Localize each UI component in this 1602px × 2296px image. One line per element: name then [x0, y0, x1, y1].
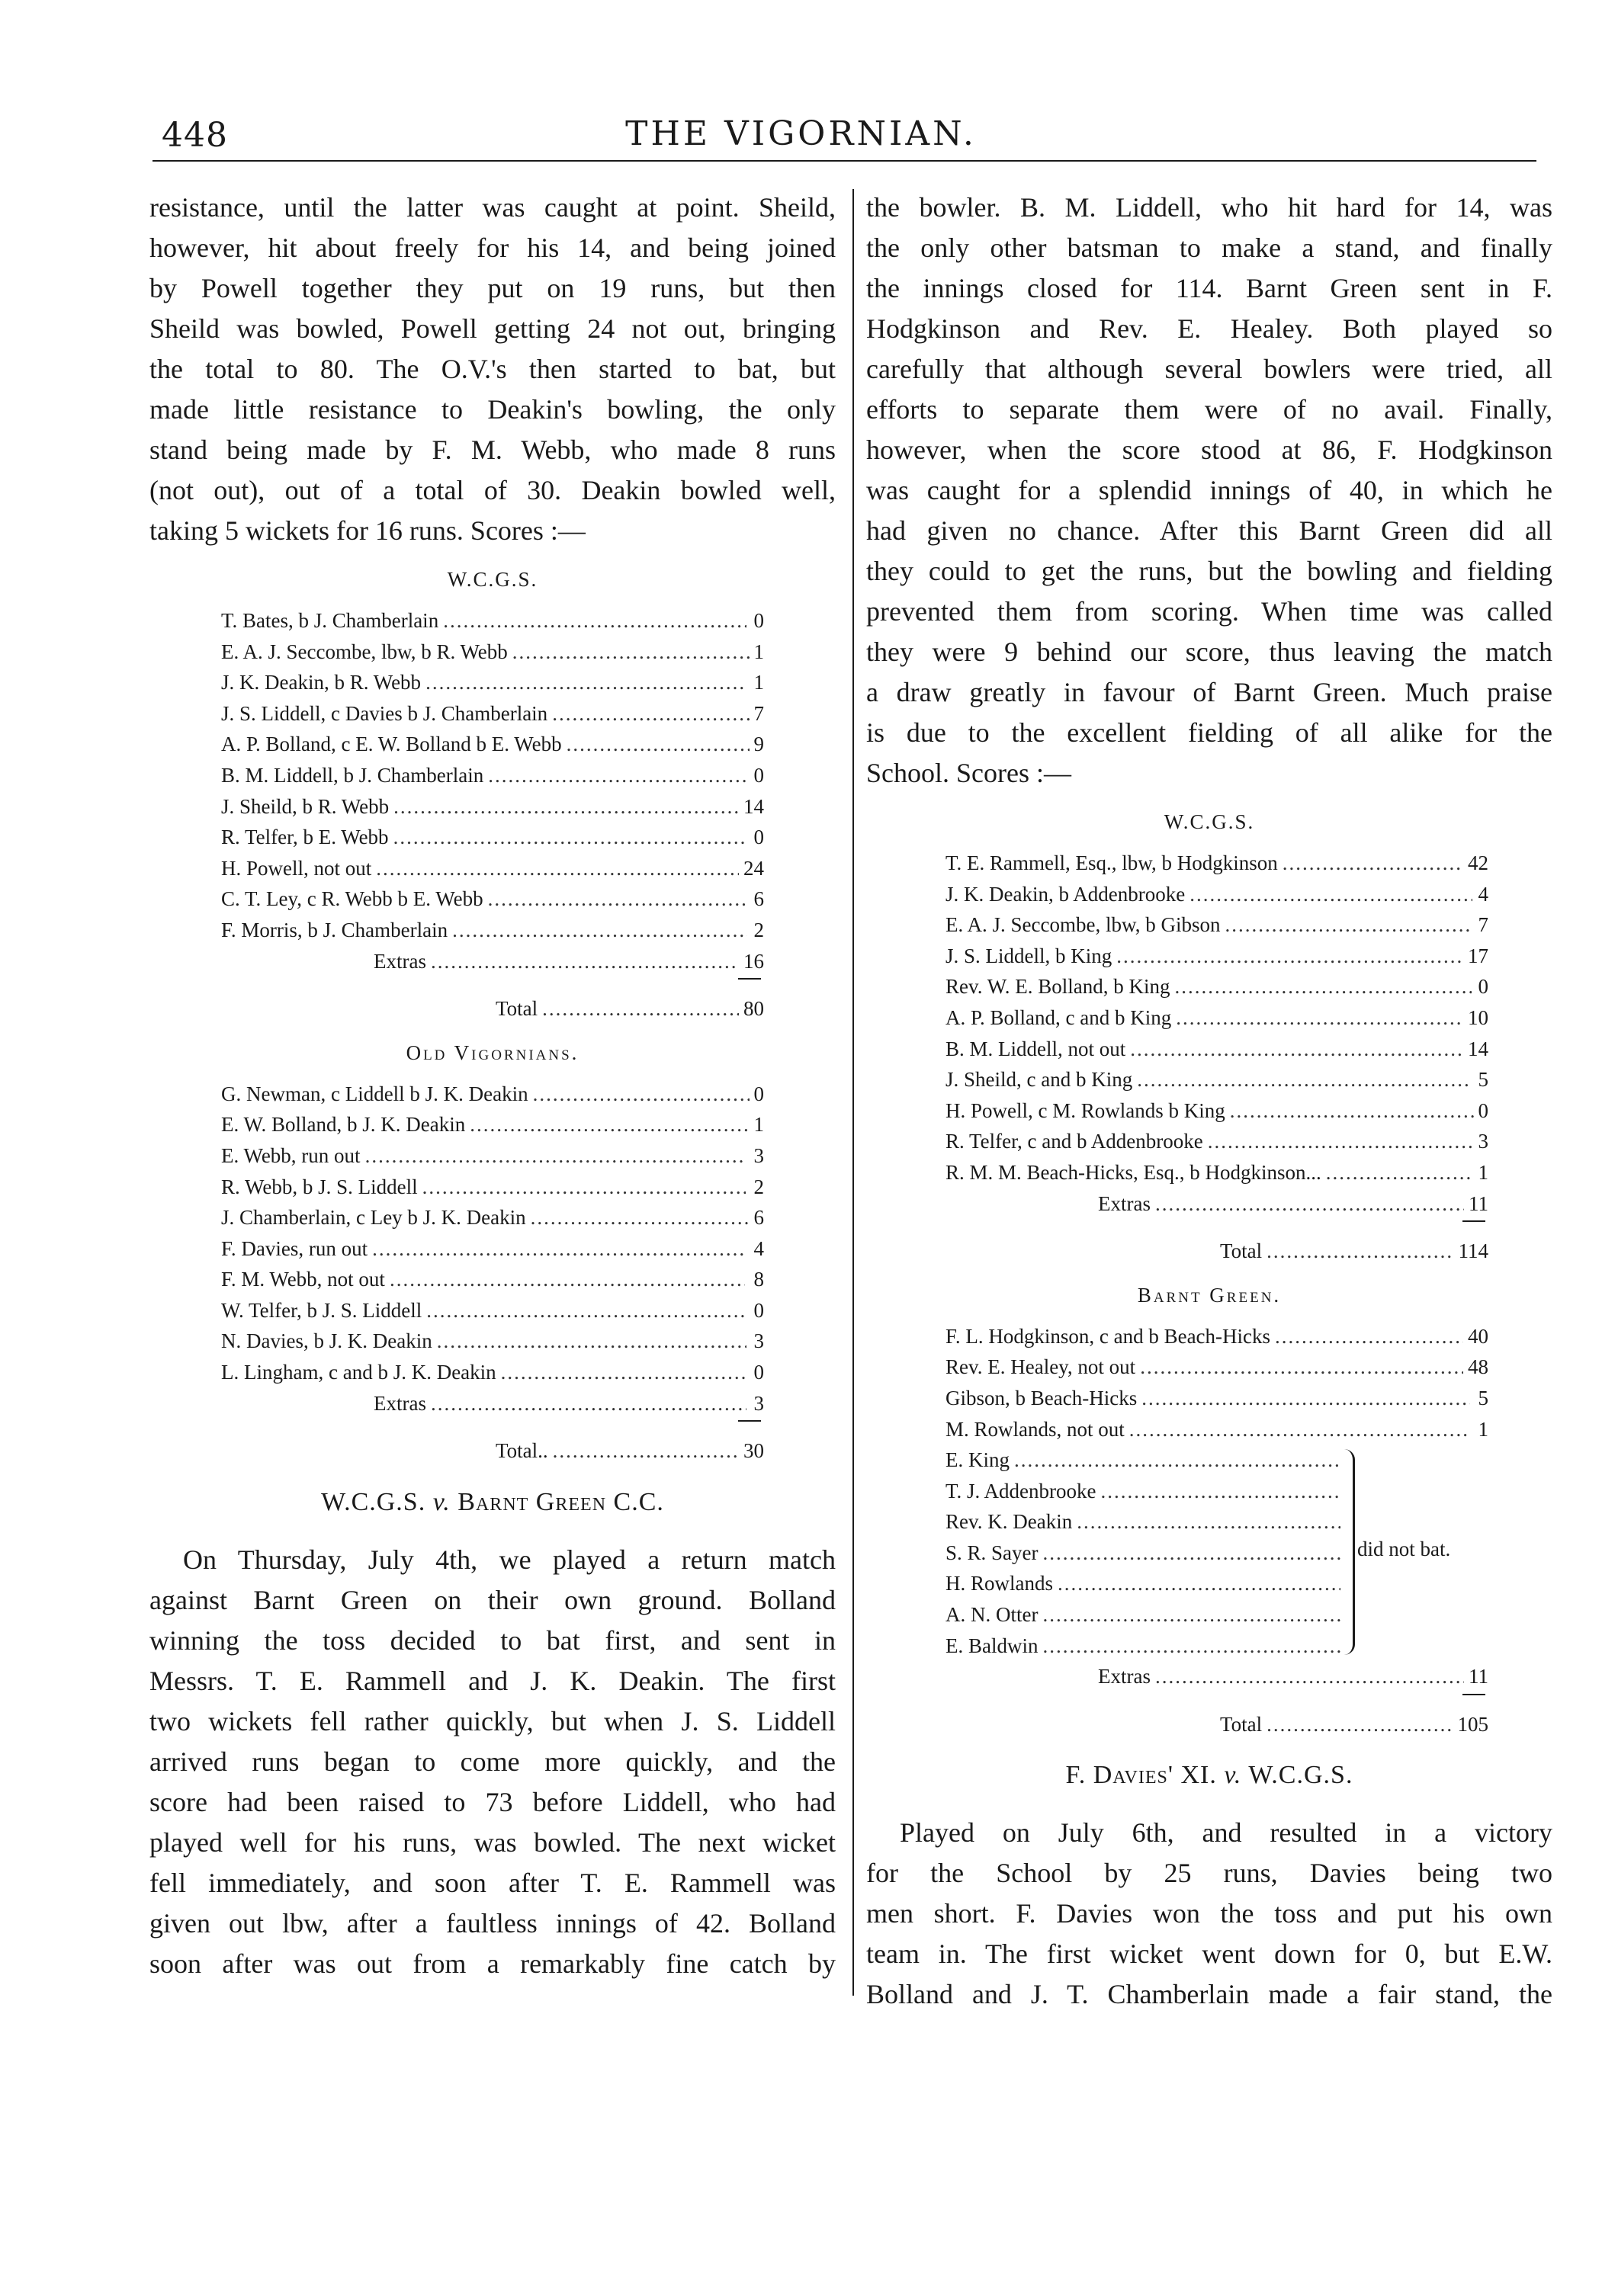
- leader-dots: [1208, 1126, 1473, 1157]
- batsman-dismissal: R. Telfer, b E. Webb: [221, 826, 389, 849]
- text-line: fell immediately, and soon after T. E. Rammell was: [149, 1867, 836, 1898]
- scorecard-row: [221, 698, 764, 730]
- runs-value: 1: [1478, 1417, 1488, 1441]
- runs-value: 0: [753, 609, 764, 632]
- batsman-dismissal: F. Morris, b J. Chamberlain: [221, 918, 448, 941]
- text-line: score had been raised to 73 before Liddell, who had: [149, 1786, 836, 1817]
- batsman-dismissal: H. Powell, c M. Rowlands b King: [945, 1098, 1225, 1122]
- scorecard-row: [945, 941, 1488, 972]
- batsman-dismissal: F. M. Webb, not out: [221, 1268, 385, 1291]
- scorecard-row: [945, 1126, 1488, 1157]
- text-line: however, hit about freely for his 14, and being joined: [149, 232, 836, 263]
- runs-value: 14: [1468, 1037, 1488, 1060]
- extras-runs: 11: [1469, 1665, 1488, 1688]
- match-heading-team: F. Davies' XI.: [1065, 1761, 1217, 1790]
- batsman-dismissal: H. Powell, not out: [221, 856, 372, 880]
- total-runs: 30: [743, 1439, 764, 1463]
- runs-value: 42: [1468, 851, 1488, 874]
- scorecard-row: [221, 1233, 764, 1265]
- text-line: the innings closed for 114. Barnt Green sent in F.: [866, 273, 1552, 303]
- batsman-dismissal: F. L. Hodgkinson, c and b Beach-Hicks: [945, 1324, 1271, 1348]
- batsman-dismissal: E. W. Bolland, b J. K. Deakin: [221, 1113, 466, 1137]
- batsman-dismissal: R. Telfer, c and b Addenbrooke: [945, 1130, 1203, 1153]
- batsman-dismissal: N. Davies, b J. K. Deakin: [221, 1329, 432, 1353]
- runs-value: 14: [743, 794, 764, 818]
- batsman-dismissal: T. Bates, b J. Chamberlain: [221, 609, 439, 632]
- leader-dots: [512, 637, 750, 668]
- runs-value: 4: [753, 1236, 764, 1260]
- running-head-title: THE VIGORNIAN.: [625, 114, 977, 153]
- leader-dots: [1267, 1236, 1453, 1267]
- batsman-name: E. King: [945, 1448, 1010, 1472]
- leader-dots: [1043, 1538, 1341, 1569]
- scorecard-row: [221, 791, 764, 823]
- column-divider: [852, 189, 854, 1996]
- leader-dots: [470, 1109, 748, 1140]
- batsman-dismissal: L. Lingham, c and b J. K. Deakin: [221, 1361, 496, 1384]
- runs-value: 0: [1478, 975, 1488, 999]
- leader-dots: [390, 1264, 745, 1295]
- runs-value: 6: [753, 1206, 764, 1230]
- batsman-dismissal: E. A. J. Seccombe, lbw, b R. Webb: [221, 640, 508, 663]
- scorecard-row: [221, 637, 764, 668]
- text-line: was caught for a splendid innings of 40, in which he: [866, 475, 1552, 505]
- text-line: a draw greatly in favour of Barnt Green. Much praise: [866, 677, 1552, 707]
- batsman-dismissal: W. Telfer, b J. S. Liddell: [221, 1298, 422, 1322]
- scorecard-row: [945, 848, 1488, 879]
- scorecard-row: [945, 1414, 1488, 1445]
- runs-value: 1: [753, 640, 764, 663]
- scorecard-row: [945, 1321, 1488, 1352]
- total-rule-line: [1462, 1694, 1485, 1695]
- batsman-name: A. N. Otter: [945, 1603, 1039, 1627]
- leader-dots: [1100, 1476, 1340, 1507]
- scorecard-row: [945, 1157, 1488, 1188]
- match-heading-opponent: W.C.G.S.: [1248, 1761, 1353, 1790]
- text-line: two wickets fell rather quickly, but when J. S. Liddell: [149, 1705, 836, 1736]
- match-heading-davies-xi: [866, 1761, 1552, 1790]
- scorecard-row: [945, 879, 1488, 910]
- batsman-dismissal: Gibson, b Beach-Hicks: [945, 1386, 1138, 1409]
- old-vigornians-scorecard-heading: Old Vigornians.: [406, 1041, 579, 1064]
- match-heading-opponent: Barnt Green C.C.: [457, 1487, 664, 1516]
- total-label: Total..: [496, 1439, 548, 1463]
- batsman-name: H. Rowlands: [945, 1572, 1053, 1595]
- runs-value: 9: [753, 733, 764, 756]
- leader-dots: [1283, 848, 1463, 879]
- scorecard-extras: [221, 1388, 764, 1419]
- leader-dots: [365, 1140, 744, 1172]
- total-label: Total: [496, 997, 538, 1021]
- old-vigornians-scorecard: [221, 1079, 764, 1467]
- scorecard-row: [221, 760, 764, 791]
- text-line: Played on July 6th, and resulted in a victory: [900, 1817, 1552, 1849]
- scorecard-row: [221, 1357, 764, 1388]
- text-line: made little resistance to Deakin's bowling, the only: [149, 394, 836, 425]
- leader-dots: [1116, 941, 1463, 972]
- scorecard-row: [945, 971, 1488, 1002]
- scorecard-row: [221, 1295, 764, 1326]
- leader-dots: [542, 993, 739, 1025]
- leader-dots: [1140, 1352, 1463, 1383]
- leader-dots: [393, 822, 745, 853]
- text-line: they could to get the runs, but the bowling and fielding: [866, 556, 1552, 586]
- text-line: against Barnt Green on their own ground. Bolland: [149, 1584, 836, 1615]
- extras-label: Extras: [374, 949, 426, 973]
- total-rule-line: [738, 1420, 761, 1422]
- extras-label: Extras: [1098, 1665, 1151, 1688]
- text-line: however, when the score stood at 86, F. Hodgkinson: [866, 435, 1552, 465]
- batsman-name: Rev. K. Deakin: [945, 1510, 1073, 1534]
- match-heading-versus: v.: [432, 1487, 451, 1516]
- scorecard-row: [945, 1506, 1340, 1538]
- batsman-dismissal: J. Sheild, b R. Webb: [221, 794, 390, 818]
- runs-value: 17: [1468, 944, 1488, 967]
- batsman-dismissal: J. Sheild, c and b King: [945, 1068, 1133, 1092]
- leader-dots: [1014, 1445, 1340, 1476]
- text-line: had given no chance. After this Barnt Green did all: [866, 515, 1552, 546]
- batsman-dismissal: J. K. Deakin, b Addenbrooke: [945, 882, 1186, 906]
- text-line: (not out), out of a total of 30. Deakin bowled well,: [149, 475, 836, 505]
- leader-dots: [431, 1388, 746, 1419]
- total-label: Total: [1220, 1239, 1263, 1263]
- text-line: winning the toss decided to bat first, and sent in: [149, 1624, 836, 1656]
- scorecard-row: [221, 1079, 764, 1110]
- runs-value: 4: [1478, 882, 1488, 906]
- scorecard-total: [221, 993, 764, 1025]
- text-line: is due to the excellent fielding of all alike for the: [866, 717, 1552, 748]
- leader-dots: [1176, 1002, 1463, 1034]
- leader-dots: [1155, 1661, 1464, 1692]
- batsman-dismissal: C. T. Ley, c R. Webb b E. Webb: [221, 887, 483, 911]
- scorecard-row: [945, 1383, 1488, 1414]
- batsman-dismissal: B. M. Liddell, b J. Chamberlain: [221, 763, 484, 787]
- runs-value: 24: [743, 856, 764, 880]
- leader-dots: [431, 946, 739, 977]
- scorecard-row: [221, 853, 764, 884]
- left-column: [149, 188, 836, 1984]
- leader-dots: [437, 1326, 746, 1357]
- match-heading-team: W.C.G.S.: [321, 1487, 426, 1516]
- text-line: played well for his runs, was bowled. The next wicket: [149, 1826, 836, 1858]
- right-column: [866, 188, 1552, 2015]
- match-heading-barnt-green: [149, 1488, 836, 1517]
- runs-value: 3: [1478, 1130, 1488, 1153]
- leader-dots: [372, 1233, 744, 1265]
- runs-value: 0: [753, 826, 764, 849]
- text-line: team in. The first wicket went down for 0, but E.W.: [866, 1938, 1552, 1970]
- leader-dots: [422, 1172, 746, 1203]
- leader-dots: [1155, 1188, 1464, 1220]
- total-runs: 105: [1457, 1712, 1488, 1736]
- leader-dots: [1137, 1064, 1470, 1095]
- batsman-dismissal: J. Chamberlain, c Ley b J. K. Deakin: [221, 1206, 526, 1230]
- batsman-dismissal: F. Davies, run out: [221, 1236, 368, 1260]
- scorecard-extras: [945, 1661, 1488, 1692]
- leader-dots: [426, 1295, 746, 1326]
- batsman-dismissal: G. Newman, c Liddell b J. K. Deakin: [221, 1082, 528, 1105]
- brace: [1342, 1449, 1355, 1655]
- text-line: School. Scores :—: [866, 758, 1071, 788]
- text-line: the only other batsman to make a stand, and finally: [866, 232, 1552, 263]
- batsman-dismissal: A. P. Bolland, c E. W. Bolland b E. Webb: [221, 733, 562, 756]
- text-line: carefully that although several bowlers were tried, all: [866, 354, 1552, 384]
- leader-dots: [567, 729, 750, 760]
- did-not-bat-label: did not bat.: [1357, 1538, 1451, 1561]
- barnt-green-scorecard: [945, 1321, 1488, 1740]
- scorecard-row: [945, 1476, 1340, 1507]
- runs-value: 7: [1478, 913, 1488, 937]
- text-line: given out lbw, after a faultless innings of 42. Bolland: [149, 1907, 836, 1938]
- scorecard-row: [221, 1109, 764, 1140]
- runs-value: 0: [753, 1082, 764, 1105]
- scorecard-row: [945, 1034, 1488, 1065]
- scorecard-row: [945, 1064, 1488, 1095]
- scorecard-row: [221, 915, 764, 946]
- wcgs-scorecard-heading: W.C.G.S.: [447, 568, 538, 591]
- scorecard-row: [945, 1445, 1340, 1476]
- batsman-dismissal: A. P. Bolland, c and b King: [945, 1005, 1172, 1029]
- leader-dots: [1225, 909, 1473, 941]
- runs-value: 8: [753, 1268, 764, 1291]
- text-line: Messrs. T. E. Rammell and J. K. Deakin. The first: [149, 1665, 836, 1696]
- batsman-dismissal: Rev. W. E. Bolland, b King: [945, 975, 1170, 999]
- runs-value: 0: [753, 1298, 764, 1322]
- batsman-dismissal: J. K. Deakin, b R. Webb: [221, 671, 422, 694]
- text-line: for the School by 25 runs, Davies being two: [866, 1858, 1552, 1889]
- runs-value: 0: [753, 763, 764, 787]
- extras-label: Extras: [1098, 1191, 1151, 1215]
- batsman-dismissal: R. Webb, b J. S. Liddell: [221, 1175, 418, 1198]
- text-line: Hodgkinson and Rev. E. Healey. Both played so: [866, 313, 1552, 344]
- batsman-name: S. R. Sayer: [945, 1541, 1039, 1564]
- text-line: On Thursday, July 4th, we played a return match: [183, 1544, 836, 1575]
- text-line: by Powell together they put on 19 runs, but then: [149, 273, 836, 303]
- leader-dots: [501, 1357, 750, 1388]
- match-report-continued: [149, 188, 836, 551]
- text-line: stand being made by F. M. Webb, who made 8 runs: [149, 435, 836, 465]
- runs-value: 2: [753, 918, 764, 941]
- leader-dots: [1043, 1631, 1341, 1662]
- text-line: the bowler. B. M. Liddell, who hit hard for 14, was: [866, 192, 1552, 223]
- leader-dots: [1141, 1383, 1470, 1414]
- scorecard-row: [221, 1202, 764, 1233]
- barnt-green-scorecard-heading: Barnt Green.: [1137, 1283, 1282, 1307]
- runs-value: 1: [753, 671, 764, 694]
- runs-value: 1: [753, 1113, 764, 1137]
- batsman-dismissal: M. Rowlands, not out: [945, 1417, 1125, 1441]
- text-line: men short. F. Davies won the toss and put his own: [866, 1898, 1552, 1929]
- leader-dots: [1077, 1506, 1340, 1538]
- batsman-dismissal: R. M. M. Beach-Hicks, Esq., b Hodgkinson...: [945, 1160, 1321, 1184]
- batsman-dismissal: J. S. Liddell, c Davies b J. Chamberlain: [221, 701, 548, 725]
- batsman-name: T. J. Addenbrooke: [945, 1479, 1096, 1502]
- runs-value: 7: [753, 701, 764, 725]
- leader-dots: [553, 1435, 739, 1467]
- text-line: the total to 80. The O.V.'s then started to bat, but: [149, 354, 836, 384]
- batsman-dismissal: T. E. Rammell, Esq., lbw, b Hodgkinson: [945, 851, 1278, 874]
- wcgs-scorecard: [221, 605, 764, 1025]
- runs-value: 5: [1478, 1068, 1488, 1092]
- scorecard-extras: [945, 1188, 1488, 1220]
- runs-value: 0: [753, 1361, 764, 1384]
- leader-dots: [488, 760, 749, 791]
- text-line: efforts to separate them were of no avail. Finally,: [866, 394, 1552, 425]
- text-line: arrived runs began to come more quickly, and the: [149, 1746, 836, 1777]
- leader-dots: [1130, 1034, 1463, 1065]
- leader-dots: [1275, 1321, 1463, 1352]
- extras-label: Extras: [374, 1391, 426, 1415]
- scorecard-row: [221, 1326, 764, 1357]
- leader-dots: [376, 853, 739, 884]
- extras-runs: 3: [753, 1391, 764, 1415]
- match-report-barnt-green: [149, 1540, 836, 1984]
- leader-dots: [1129, 1414, 1470, 1445]
- text-line: Sheild was bowled, Powell getting 24 not out, bringing: [149, 313, 836, 344]
- leader-dots: [393, 791, 739, 823]
- scorecard-extras: [221, 946, 764, 977]
- total-rule-line: [738, 978, 761, 980]
- scorecard-total: [945, 1709, 1488, 1740]
- leader-dots: [1326, 1157, 1474, 1188]
- leader-dots: [1175, 971, 1472, 1002]
- total-rule-line: [1462, 1220, 1485, 1222]
- runs-value: 10: [1468, 1005, 1488, 1029]
- total-label: Total: [1220, 1712, 1263, 1736]
- wcgs-scorecard-heading: W.C.G.S.: [1164, 810, 1255, 833]
- runs-value: 6: [753, 887, 764, 911]
- batsman-dismissal: J. S. Liddell, b King: [945, 944, 1112, 967]
- scorecard-row: [945, 1002, 1488, 1034]
- leader-dots: [452, 915, 747, 946]
- page-number: 448: [162, 116, 228, 155]
- scorecard-row: [221, 667, 764, 698]
- scorecard-row: [221, 822, 764, 853]
- runs-value: 5: [1478, 1386, 1488, 1409]
- leader-dots: [1189, 879, 1472, 910]
- leader-dots: [1230, 1095, 1474, 1127]
- header-rule: [152, 160, 1536, 162]
- extras-runs: 11: [1469, 1191, 1488, 1215]
- scorecard-total: [221, 1435, 764, 1467]
- total-runs: 114: [1458, 1239, 1488, 1263]
- batsman-dismissal: E. A. J. Seccombe, lbw, b Gibson: [945, 913, 1221, 937]
- scorecard-row: [945, 1631, 1340, 1662]
- scorecard-total: [945, 1236, 1488, 1267]
- text-line: they were 9 behind our score, thus leaving the match: [866, 637, 1552, 667]
- text-line: Bolland and J. T. Chamberlain made a fair stand, the: [866, 1979, 1552, 2010]
- leader-dots: [531, 1202, 750, 1233]
- runs-value: 2: [753, 1175, 764, 1198]
- total-runs: 80: [743, 997, 764, 1021]
- leader-dots: [533, 1079, 750, 1110]
- scorecard-row: [221, 1140, 764, 1172]
- scorecard-row: [945, 909, 1488, 941]
- runs-value: 40: [1468, 1324, 1488, 1348]
- did-not-bat-group: [945, 1445, 1488, 1661]
- wcgs-scorecard: [945, 848, 1488, 1267]
- runs-value: 48: [1468, 1355, 1488, 1379]
- leader-dots: [552, 698, 749, 730]
- scorecard-row: [221, 605, 764, 637]
- scorecard-row: [221, 1264, 764, 1295]
- text-line: resistance, until the latter was caught at point. Sheild,: [149, 192, 836, 223]
- scorecard-row: [221, 1172, 764, 1203]
- match-report-barnt-green-continued: [866, 188, 1552, 794]
- match-report-davies-xi: [866, 1813, 1552, 2015]
- text-line: prevented them from scoring. When time was called: [866, 596, 1552, 627]
- runs-value: 0: [1478, 1098, 1488, 1122]
- text-line: taking 5 wickets for 16 runs. Scores :—: [149, 515, 586, 546]
- extras-runs: 16: [743, 949, 764, 973]
- batsman-dismissal: B. M. Liddell, not out: [945, 1037, 1126, 1060]
- match-heading-versus: v.: [1224, 1761, 1242, 1790]
- runs-value: 1: [1478, 1160, 1488, 1184]
- scorecard-row: [945, 1538, 1340, 1569]
- runs-value: 3: [753, 1329, 764, 1353]
- batsman-name: E. Baldwin: [945, 1634, 1039, 1657]
- scorecard-row: [945, 1095, 1488, 1127]
- scorecard-row: [945, 1352, 1488, 1383]
- scorecard-row: [945, 1568, 1340, 1599]
- text-line: soon after was out from a remarkably fine catch by: [149, 1948, 836, 1979]
- leader-dots: [488, 883, 749, 915]
- scorecard-row: [221, 883, 764, 915]
- leader-dots: [1267, 1709, 1453, 1740]
- leader-dots: [1042, 1599, 1340, 1631]
- scorecard-row: [221, 729, 764, 760]
- leader-dots: [443, 605, 746, 637]
- leader-dots: [425, 667, 746, 698]
- batsman-dismissal: Rev. E. Healey, not out: [945, 1355, 1136, 1379]
- leader-dots: [1058, 1568, 1340, 1599]
- batsman-dismissal: E. Webb, run out: [221, 1143, 361, 1167]
- scorecard-row: [945, 1599, 1340, 1631]
- runs-value: 3: [753, 1143, 764, 1167]
